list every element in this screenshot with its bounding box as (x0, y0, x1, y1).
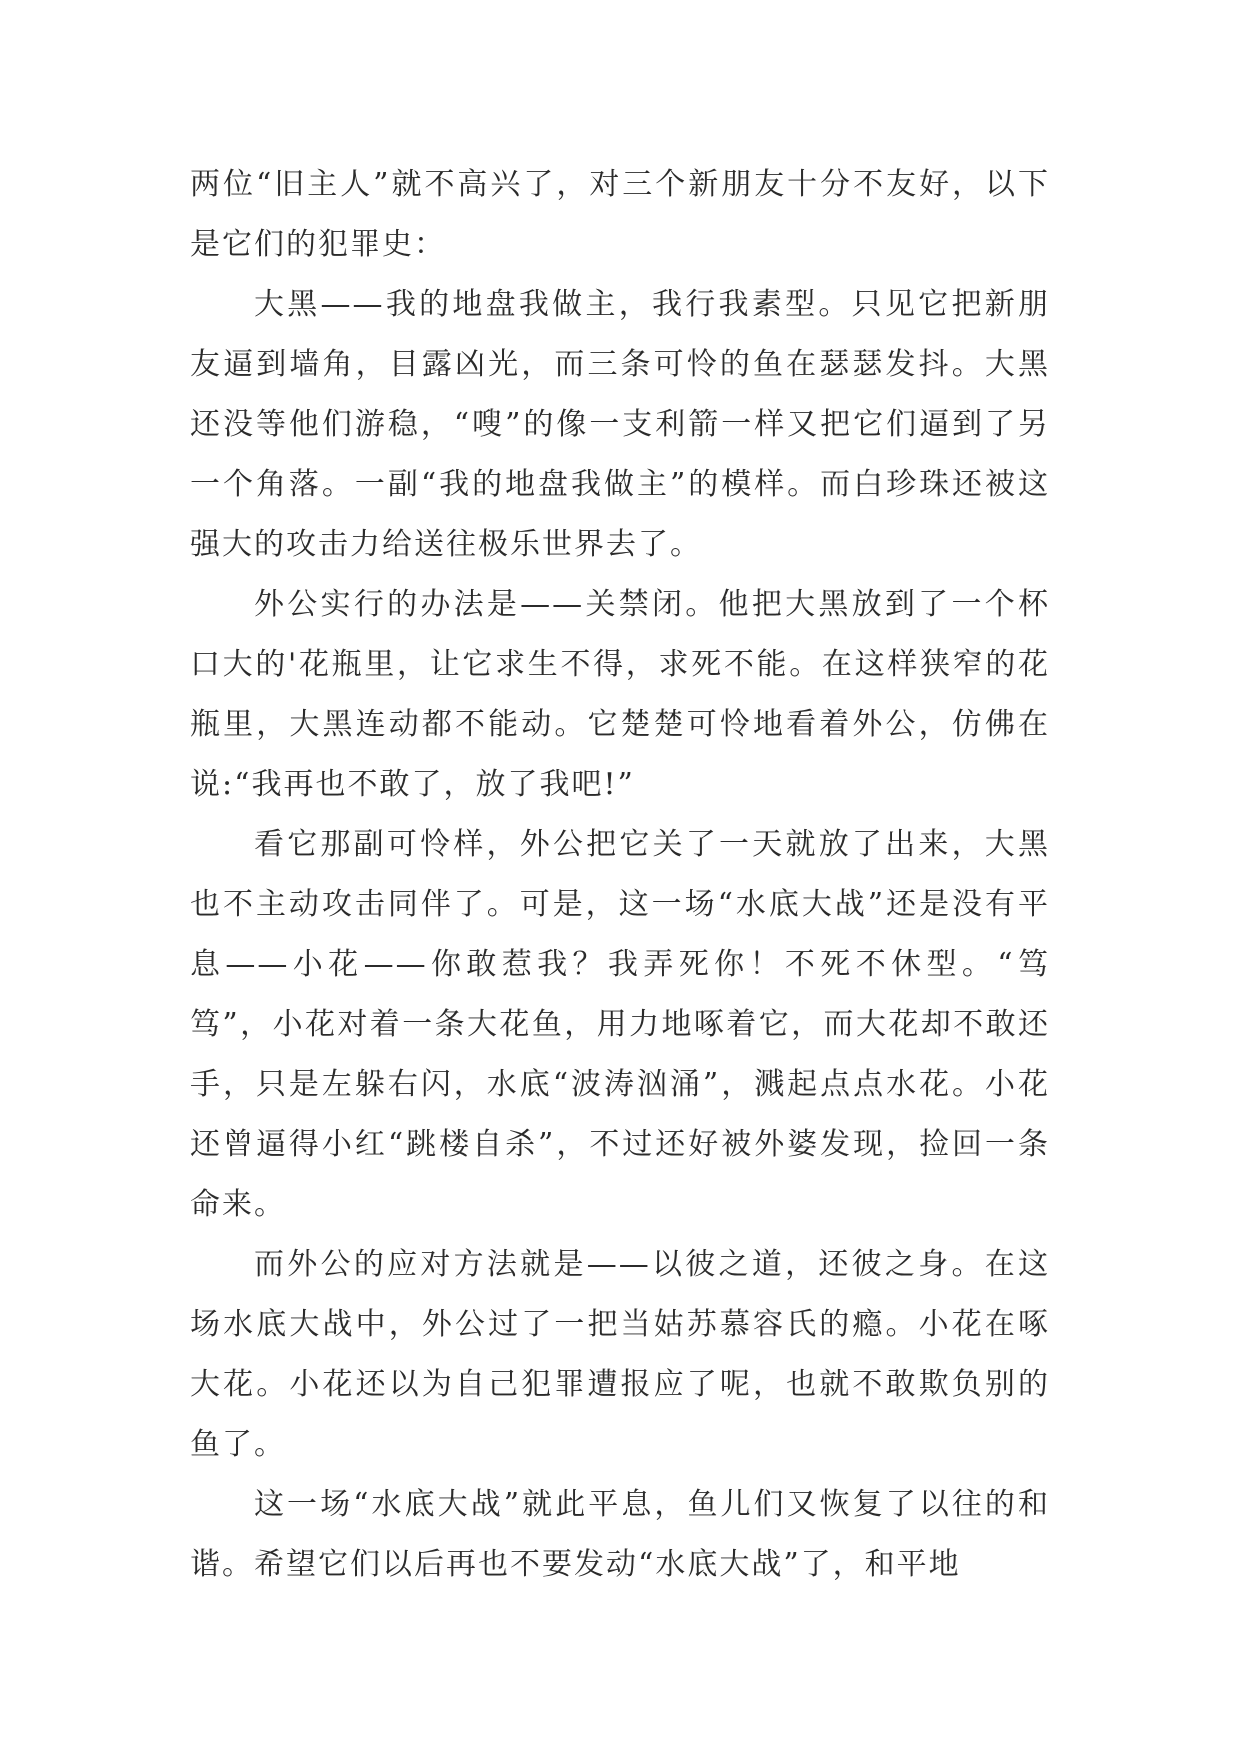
paragraph-1: 两位“旧主人”就不高兴了，对三个新朋友十分不友好，以下是它们的犯罪史： (190, 167, 1050, 262)
paragraph-2: 大黑——我的地盘我做主，我行我素型。只见它把新朋友逼到墙角，目露凶光，而三条可怜的鱼在瑟瑟发抖。大黑还没等他们游稳，“嗖”的像一支利箭一样又把它们逼到了另一个角落。一副“我的地盘我做主”的模样。而白珍珠还被这强大的攻击力给送往极乐世界去了。 (190, 287, 1050, 562)
paragraph-6: 这一场“水底大战”就此平息，鱼儿们又恢复了以往的和谐。希望它们以后再也不要发动“水底大战”了，和平地 (190, 1487, 1050, 1582)
paragraph-4: 看它那副可怜样，外公把它关了一天就放了出来，大黑也不主动攻击同伴了。可是，这一场“水底大战”还是没有平息——小花——你敢惹我？我弄死你！不死不休型。“笃笃”，小花对着一条大花鱼，用力地啄着它，而大花却不敢还手，只是左躲右闪，水底“波涛汹涌”，溅起点点水花。小花还曾逼得小红“跳楼自杀”，不过还好被外婆发现，捡回一条命来。 (190, 827, 1050, 1222)
paragraph-3: 外公实行的办法是——关禁闭。他把大黑放到了一个杯口大的'花瓶里，让它求生不得，求死不能。在这样狭窄的花瓶里，大黑连动都不能动。它楚楚可怜地看着外公，仿佛在说:“我再也不敢了，放了我吧!” (190, 587, 1050, 802)
paragraph-5: 而外公的应对方法就是——以彼之道，还彼之身。在这场水底大战中，外公过了一把当姑苏慕容氏的瘾。小花在啄大花。小花还以为自己犯罪遭报应了呢，也就不敢欺负别的鱼了。 (190, 1247, 1050, 1462)
document-body (190, 155, 1050, 1595)
